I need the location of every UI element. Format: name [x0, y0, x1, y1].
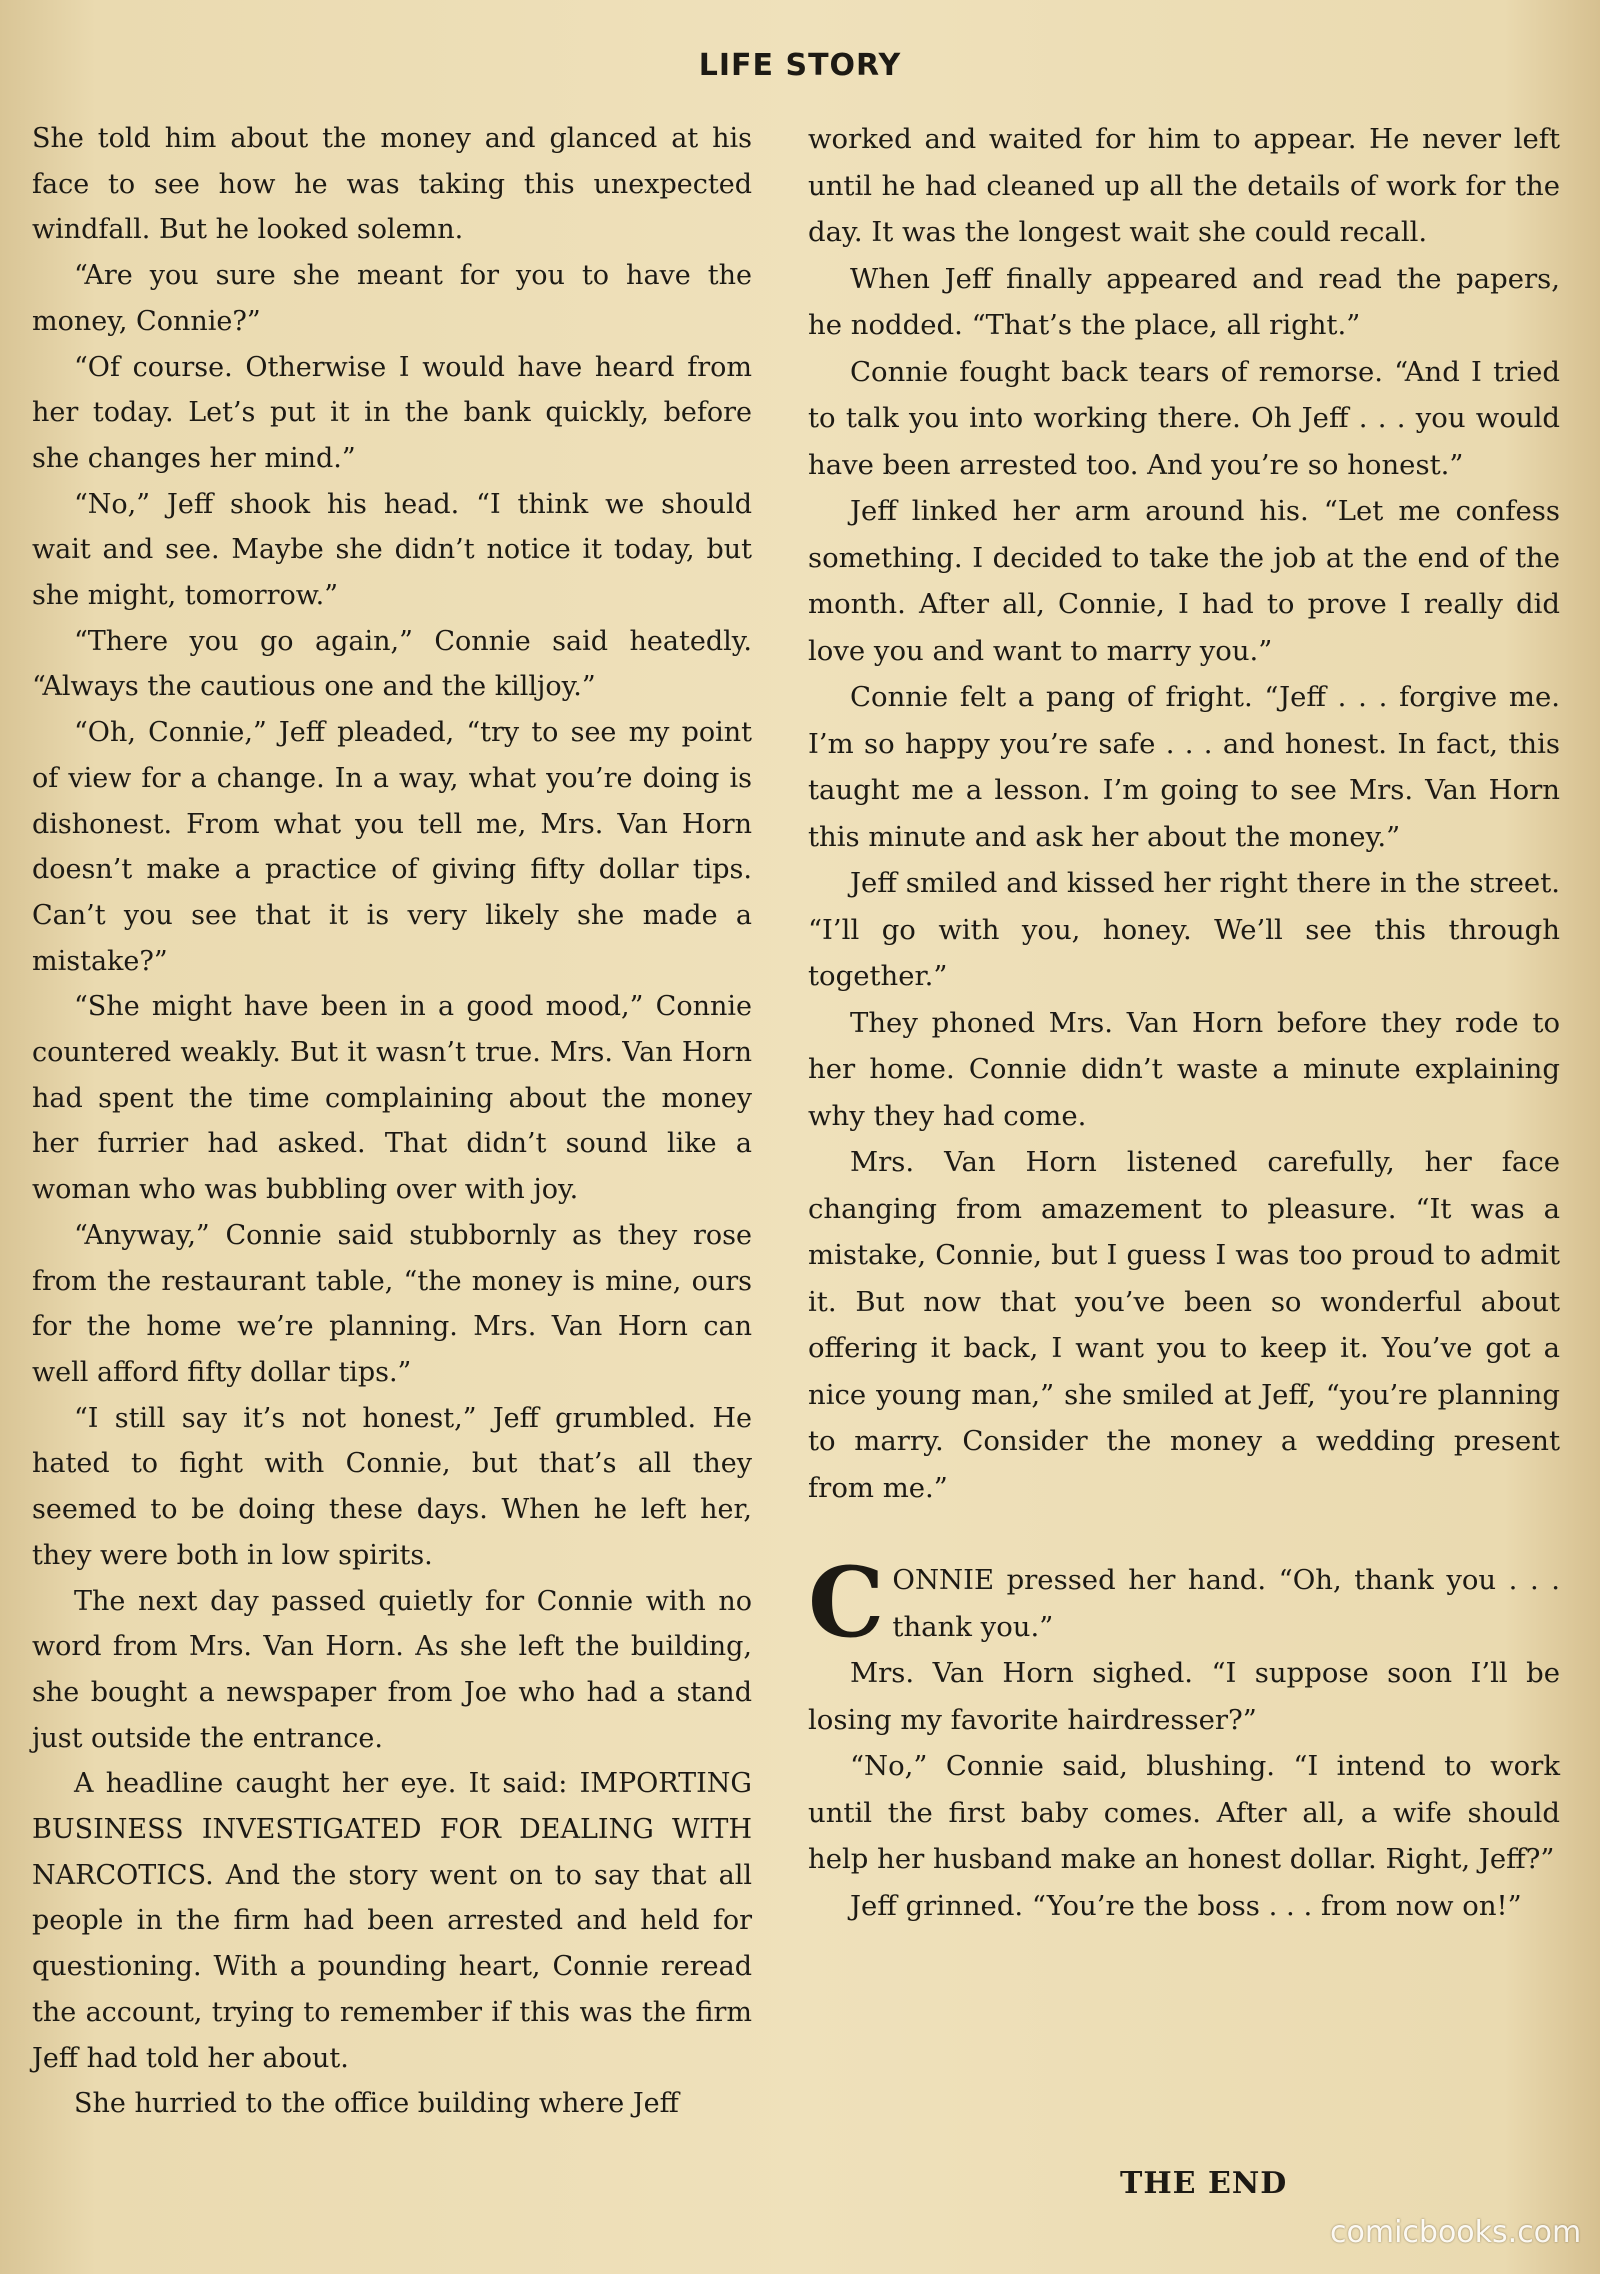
- paragraph: Jeff linked her arm around his. “Let me confess something. I decided to take the job at the end of the month. After all, Connie, I had to prove I really did love you and want to marry you.”: [808, 495, 1560, 667]
- paragraph: Mrs. Van Horn sighed. “I suppose soon I’ll be losing my favorite hairdresser?”: [808, 1657, 1560, 1736]
- paragraph: Connie felt a pang of fright. “Jeff . . . forgive me. I’m so happy you’re safe . . . and honest. In fact, this taught me a lesson. I’m going to see Mrs. Van Horn this minute and ask her about the money.”: [808, 681, 1560, 853]
- left-column: [32, 116, 752, 2127]
- paragraph: Connie fought back tears of remorse. “And I tried to talk you into working there. Oh Jeff . . . you would have been arrested too. And you’re so honest.”: [808, 355, 1560, 481]
- paragraph: “I still say it’s not honest,” Jeff grumbled. He hated to fight with Connie, but that’s all they seemed to be doing these days. When he left her, they were both in low spirits.: [32, 1402, 752, 1571]
- source-watermark: comicbooks.com: [1330, 2215, 1582, 2250]
- paragraph: worked and waited for him to appear. He never left until he had cleaned up all the details of work for the day. It was the longest wait she could recall.: [808, 123, 1560, 248]
- paragraph: “Oh, Connie,” Jeff pleaded, “try to see my point of view for a change. In a way, what you’re doing is dishonest. From what you tell me, Mrs. Van Horn doesn’t make a practice of giving fifty dollar tips. Can’t you see that it is very likely she made a mistake?”: [32, 717, 752, 977]
- paragraph: They phoned Mrs. Van Horn before they rode to her home. Connie didn’t waste a minute explaining why they had come.: [808, 1006, 1560, 1132]
- paragraph: “No,” Jeff shook his head. “I think we should wait and see. Maybe she didn’t notice it today, but she might, tomorrow.”: [32, 488, 752, 612]
- running-title: LIFE STORY: [698, 48, 902, 83]
- paragraph: Mrs. Van Horn listened carefully, her face changing from amazement to pleasure. “It was a mistake, Connie, but I guess I was too proud to admit it. But now that you’ve been so wonderful about offering it back, I want you to keep it. You’ve got a nice young man,” she smiled at Jeff, “you’re planning to marry. Consider the money a wedding present from me.”: [808, 1146, 1560, 1504]
- drop-cap: C: [808, 1546, 885, 1659]
- paragraph: “Of course. Otherwise I would have heard from her today. Let’s put it in the bank quickly, before she changes her mind.”: [32, 351, 752, 474]
- paragraph: When Jeff finally appeared and read the papers, he nodded. “That’s the place, all right.”: [808, 262, 1560, 341]
- paragraph: She hurried to the office building where Jeff: [74, 2088, 679, 2120]
- paragraph: Jeff smiled and kissed her right there in the street. “I’ll go with you, honey. We’ll see this through together.”: [808, 867, 1560, 992]
- paragraph: “There you go again,” Connie said heatedly. “Always the cautious one and the killjoy.”: [32, 625, 752, 703]
- dropcap-paragraph-text: ONNIE pressed her hand. “Oh, thank you . . . thank you.”: [892, 1564, 1560, 1643]
- paragraph: “Are you sure she meant for you to have the money, Connie?”: [32, 260, 752, 337]
- paragraph: “She might have been in a good mood,” Connie countered weakly. But it wasn’t true. Mrs. Van Horn had spent the time complaining about the money her furrier had asked. That didn’t sound like a woman who was bubbling over with joy.: [32, 991, 752, 1206]
- the-end-mark: THE END: [1120, 2166, 1288, 2201]
- dropcap-paragraph: [808, 1546, 1560, 1659]
- right-column: [808, 116, 1560, 1929]
- paragraph: She told him about the money and glanced at his face to see how he was taking this unexpected windfall. But he looked solemn.: [32, 123, 752, 246]
- paragraph: A headline caught her eye. It said: IMPORTING BUSINESS INVESTIGATED FOR DEALING WITH NARCOTICS. And the story went on to say that all people in the firm had been arrested and held for questioning. With a pounding heart, Connie reread the account, trying to remember if this was the firm Jeff had told her about.: [32, 1768, 752, 2074]
- paragraph: Jeff grinned. “You’re the boss . . . from now on!”: [850, 1889, 1522, 1922]
- paragraph: The next day passed quietly for Connie with no word from Mrs. Van Horn. As she left the building, she bought a newspaper from Joe who had a stand just outside the entrance.: [32, 1585, 752, 1754]
- paragraph: “No,” Connie said, blushing. “I intend to work until the first baby comes. After all, a wife should help her husband make an honest dollar. Right, Jeff?”: [808, 1750, 1560, 1875]
- paragraph: “Anyway,” Connie said stubbornly as they rose from the restaurant table, “the money is mine, ours for the home we’re planning. Mrs. Van Horn can well afford fifty dollar tips.”: [32, 1219, 752, 1388]
